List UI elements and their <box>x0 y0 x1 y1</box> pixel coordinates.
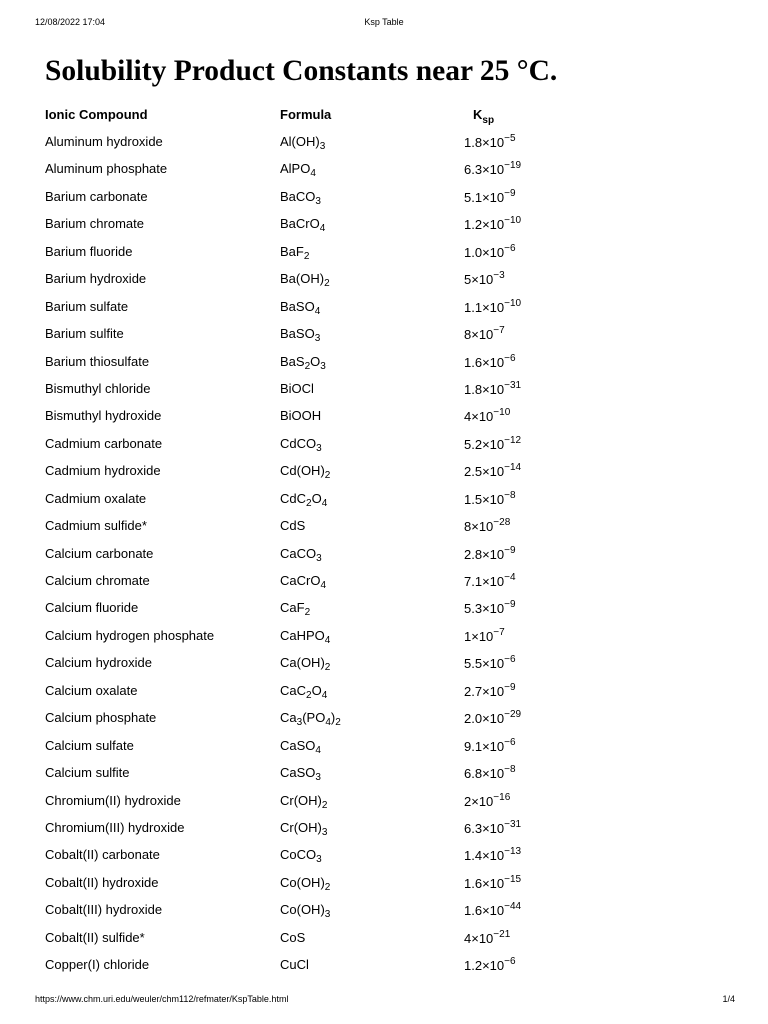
ksp-exponent: −9 <box>504 681 516 693</box>
ksp-subscript: sp <box>482 115 495 126</box>
ksp-mantissa: 2.8 <box>464 546 483 562</box>
ksp-mantissa: 1.1 <box>464 299 483 315</box>
ksp-exponent: −31 <box>504 379 522 391</box>
table-row <box>0 814 768 841</box>
ksp-mantissa: 1 <box>464 628 472 644</box>
ksp-mantissa: 9.1 <box>464 738 483 754</box>
compound-formula: BaSO$_4$ <box>280 298 321 317</box>
compound-name: Calcium hydrogen phosphate <box>45 627 215 643</box>
ksp-mantissa: 1.8 <box>464 135 483 150</box>
ksp-mantissa: 1.8 <box>464 381 483 397</box>
ksp-value: $1.1\times 10^{-10}$ <box>464 297 522 315</box>
compound-formula: $Al(OH)_3$ <box>280 134 326 152</box>
ksp-exponent: −10 <box>504 297 522 309</box>
ksp-mantissa: 2.0 <box>464 711 483 727</box>
ksp-exponent: −3 <box>493 270 505 282</box>
ksp-mantissa: 1.4 <box>464 848 483 864</box>
compound-name: Bismuthyl hydroxide <box>45 408 162 424</box>
ksp-mantissa: 2.5 <box>464 464 483 480</box>
ksp-exponent: −9 <box>504 599 516 611</box>
compound-name: Chromium(II) hydroxide <box>45 792 181 808</box>
compound-formula: CaSO$_4$ <box>280 737 321 756</box>
compound-formula: CdCO$_3$ <box>280 435 322 454</box>
ksp-exponent: −12 <box>504 434 522 446</box>
table-row <box>0 457 768 484</box>
compound-formula: CaSO$_3$ <box>280 765 321 784</box>
compound-formula: BiOOH <box>280 408 322 424</box>
compound-formula: CoS <box>280 929 306 945</box>
compound-name: Calcium fluoride <box>45 600 139 616</box>
compound-formula: $Ca(OH)_2$ <box>280 655 331 674</box>
ksp-mantissa: 5.1 <box>464 189 483 205</box>
table-row <box>0 375 768 402</box>
ksp-mantissa: 5.3 <box>464 601 483 617</box>
ksp-exponent: −19 <box>504 160 522 172</box>
compound-name: Calcium hydroxide <box>45 655 152 671</box>
ksp-value: $1\times 10^{-7}$ <box>464 626 505 644</box>
compound-name: Calcium oxalate <box>45 682 138 698</box>
column-header-compound: Ionic Compound <box>45 107 148 122</box>
compound-formula: BiOCl <box>280 380 314 396</box>
compound-formula: BaCrO$_4$ <box>280 216 326 235</box>
ksp-value: $2\times 10^{-16}$ <box>464 791 511 809</box>
compound-formula: CoCO$_3$ <box>280 847 322 866</box>
ksp-exponent: −8 <box>504 489 516 501</box>
compound-name: Calcium carbonate <box>45 545 154 561</box>
compound-name: Cadmium hydroxide <box>45 463 161 479</box>
ksp-mantissa: 6.3 <box>464 820 483 836</box>
ksp-mantissa: 8 <box>464 519 472 535</box>
ksp-exponent: −14 <box>504 462 522 474</box>
ksp-value: $1.8\times 10^{-5}$ <box>464 133 516 150</box>
ksp-mantissa: 6.8 <box>464 766 483 782</box>
ksp-value: $2.0\times 10^{-29}$ <box>464 709 522 727</box>
ksp-mantissa: 2 <box>464 793 472 809</box>
table-row <box>0 649 768 676</box>
ksp-exponent: −7 <box>493 325 505 337</box>
ksp-mantissa: 6.3 <box>464 162 483 178</box>
ksp-table <box>0 128 768 979</box>
column-header-formula: Formula <box>280 107 332 122</box>
compound-name: Aluminum phosphate <box>45 161 168 177</box>
ksp-mantissa: 1.2 <box>464 958 483 974</box>
ksp-value: $1.6\times 10^{-44}$ <box>464 901 522 919</box>
ksp-value: $2.7\times 10^{-9}$ <box>464 681 516 699</box>
compound-name: Calcium chromate <box>45 573 150 588</box>
compound-name: Cobalt(II) sulfide* <box>45 929 145 945</box>
page-title: Solubility Product Constants near 25 °C. <box>45 55 558 87</box>
compound-name: Barium chromate <box>45 216 144 232</box>
compound-formula: $Co(OH)_2$ <box>280 874 331 893</box>
compound-name: Cobalt(II) hydroxide <box>45 874 159 890</box>
table-row <box>0 402 768 429</box>
table-row <box>0 732 768 759</box>
ksp-value: $1.4\times 10^{-13}$ <box>464 846 522 864</box>
compound-formula: BaCO$_3$ <box>280 188 321 207</box>
table-row <box>0 293 768 320</box>
compound-name: Cadmium sulfide* <box>45 518 147 534</box>
table-row <box>0 512 768 539</box>
ksp-exponent: −31 <box>504 818 522 830</box>
compound-formula: $Ba(OH)_2$ <box>280 271 330 290</box>
ksp-exponent: −5 <box>504 133 516 144</box>
ksp-exponent: −6 <box>504 956 516 968</box>
ksp-value: $5.5\times 10^{-6}$ <box>464 654 516 672</box>
compound-name: Barium hydroxide <box>45 271 147 287</box>
ksp-value: $1.8\times 10^{-31}$ <box>464 379 522 397</box>
compound-name: Barium thiosulfate <box>45 353 150 369</box>
ksp-exponent: −28 <box>493 517 511 529</box>
table-row <box>0 677 768 704</box>
compound-formula: $CdC_2O_4$ <box>280 490 328 509</box>
ksp-mantissa: 8 <box>464 327 472 343</box>
compound-name: Cadmium oxalate <box>45 490 147 506</box>
compound-formula: $Ca_3(PO_4)_2$ <box>280 710 341 729</box>
compound-formula: CuCl <box>280 957 309 973</box>
table-row <box>0 841 768 868</box>
ksp-exponent: −21 <box>493 928 511 940</box>
compound-formula: CaCrO$_4$ <box>280 573 327 591</box>
table-row <box>0 924 768 951</box>
compound-formula: BaF$_2$ <box>280 243 310 262</box>
ksp-exponent: −6 <box>504 736 516 748</box>
ksp-exponent: −9 <box>504 187 516 199</box>
ksp-mantissa: 1.6 <box>464 875 483 891</box>
ksp-value: $6.3\times 10^{-19}$ <box>464 160 522 178</box>
compound-name: Calcium phosphate <box>45 710 157 726</box>
print-header <box>0 15 768 29</box>
table-row <box>0 485 768 512</box>
ksp-exponent: −9 <box>504 544 516 556</box>
page-number: 1/4 <box>722 994 735 1004</box>
ksp-exponent: −6 <box>504 352 516 364</box>
table-row <box>0 951 768 978</box>
compound-name: Barium fluoride <box>45 243 133 259</box>
ksp-mantissa: 1.2 <box>464 217 483 233</box>
table-row <box>0 896 768 923</box>
ksp-value: $1.2\times 10^{-6}$ <box>464 956 516 974</box>
print-footer <box>0 992 768 1006</box>
compound-formula: CdS <box>280 518 306 534</box>
compound-formula: $CaC_2O_4$ <box>280 682 328 701</box>
ksp-value: $2.8\times 10^{-9}$ <box>464 544 516 562</box>
ksp-value: $5\times 10^{-3}$ <box>464 270 505 288</box>
ksp-mantissa: 5.5 <box>464 656 483 672</box>
ksp-mantissa: 2.7 <box>464 683 483 699</box>
ksp-mantissa: 5.2 <box>464 436 483 452</box>
ksp-exponent: −10 <box>493 407 511 419</box>
print-page-title: Ksp Table <box>364 17 404 27</box>
compound-formula: CaF$_2$ <box>280 600 311 619</box>
table-row <box>0 128 768 155</box>
compound-name: Bismuthyl chloride <box>45 380 151 396</box>
table-row <box>0 869 768 896</box>
table-row <box>0 348 768 375</box>
compound-formula: CaHPO$_4$ <box>280 627 331 646</box>
table-row <box>0 210 768 237</box>
ksp-value: $9.1\times 10^{-6}$ <box>464 736 516 754</box>
ksp-value: $7.1\times 10^{-4}$ <box>464 572 516 589</box>
ksp-exponent: −13 <box>504 846 522 858</box>
compound-name: Calcium sulfate <box>45 737 134 753</box>
compound-name: Cobalt(II) carbonate <box>45 847 160 863</box>
table-row <box>0 567 768 594</box>
ksp-exponent: −29 <box>504 709 522 721</box>
ksp-exponent: −4 <box>504 572 516 583</box>
table-row <box>0 238 768 265</box>
ksp-value: $1.6\times 10^{-15}$ <box>464 873 522 891</box>
ksp-mantissa: 4 <box>464 930 472 946</box>
ksp-exponent: −6 <box>504 654 516 666</box>
table-row <box>0 704 768 731</box>
ksp-value: $2.5\times 10^{-14}$ <box>464 462 522 480</box>
ksp-value: $5.1\times 10^{-9}$ <box>464 187 516 205</box>
table-row <box>0 622 768 649</box>
ksp-value: $4\times 10^{-21}$ <box>464 928 511 946</box>
source-url: https://www.chm.uri.edu/weuler/chm112/refmater/KspTable.html <box>35 994 289 1004</box>
table-row <box>0 594 768 621</box>
ksp-mantissa: 1.6 <box>464 354 483 370</box>
table-row <box>0 265 768 292</box>
compound-name: Cobalt(III) hydroxide <box>45 902 163 918</box>
ksp-value: $8\times 10^{-7}$ <box>464 325 505 343</box>
ksp-exponent: −10 <box>504 215 522 227</box>
ksp-mantissa: 7.1 <box>464 574 483 589</box>
table-row <box>0 155 768 182</box>
ksp-symbol: K <box>473 107 483 122</box>
table-row <box>0 759 768 786</box>
ksp-mantissa: 5 <box>464 272 472 288</box>
ksp-mantissa: 1.5 <box>464 491 483 507</box>
compound-name: Barium sulfite <box>45 326 124 342</box>
compound-name: Aluminum hydroxide <box>45 134 163 149</box>
ksp-value: $5.2\times 10^{-12}$ <box>464 434 522 452</box>
ksp-value: $6.3\times 10^{-31}$ <box>464 818 522 836</box>
compound-name: Barium sulfate <box>45 298 129 314</box>
compound-name: Calcium sulfite <box>45 765 130 781</box>
table-row <box>0 183 768 210</box>
compound-formula: $Cr(OH)_3$ <box>280 819 328 838</box>
compound-formula: $Co(OH)_3$ <box>280 902 331 921</box>
ksp-mantissa: 1.6 <box>464 903 483 919</box>
compound-formula: BaSO$_3$ <box>280 326 321 345</box>
compound-name: Copper(I) chloride <box>45 957 150 973</box>
ksp-exponent: −7 <box>493 626 505 638</box>
ksp-mantissa: 1.0 <box>464 244 483 260</box>
compound-formula: CaCO$_3$ <box>280 545 322 564</box>
ksp-value: $1.2\times 10^{-10}$ <box>464 215 522 233</box>
table-row <box>0 320 768 347</box>
ksp-exponent: −6 <box>504 242 516 254</box>
table-row <box>0 787 768 814</box>
ksp-value: $1.0\times 10^{-6}$ <box>464 242 516 260</box>
ksp-value: $6.8\times 10^{-8}$ <box>464 764 516 782</box>
ksp-value: $1.5\times 10^{-8}$ <box>464 489 516 507</box>
ksp-value: $8\times 10^{-28}$ <box>464 517 511 535</box>
compound-name: Cadmium carbonate <box>45 435 163 451</box>
compound-formula: $BaS_2O_3$ <box>280 353 326 372</box>
compound-formula: $Cd(OH)_2$ <box>280 463 331 482</box>
print-datetime: 12/08/2022 17:04 <box>35 17 106 27</box>
compound-formula: $Cr(OH)_2$ <box>280 792 328 811</box>
ksp-exponent: −16 <box>493 791 511 803</box>
ksp-mantissa: 4 <box>464 409 472 425</box>
compound-formula: AlPO$_4$ <box>280 161 316 180</box>
compound-name: Barium carbonate <box>45 188 148 204</box>
ksp-exponent: −44 <box>504 901 522 913</box>
ksp-value: $1.6\times 10^{-6}$ <box>464 352 516 370</box>
table-row <box>0 430 768 457</box>
ksp-value: $4\times 10^{-10}$ <box>464 407 511 425</box>
ksp-exponent: −15 <box>504 873 522 885</box>
compound-name: Chromium(III) hydroxide <box>45 819 185 835</box>
ksp-value: $5.3\times 10^{-9}$ <box>464 599 516 617</box>
table-row <box>0 540 768 567</box>
ksp-exponent: −8 <box>504 764 516 776</box>
